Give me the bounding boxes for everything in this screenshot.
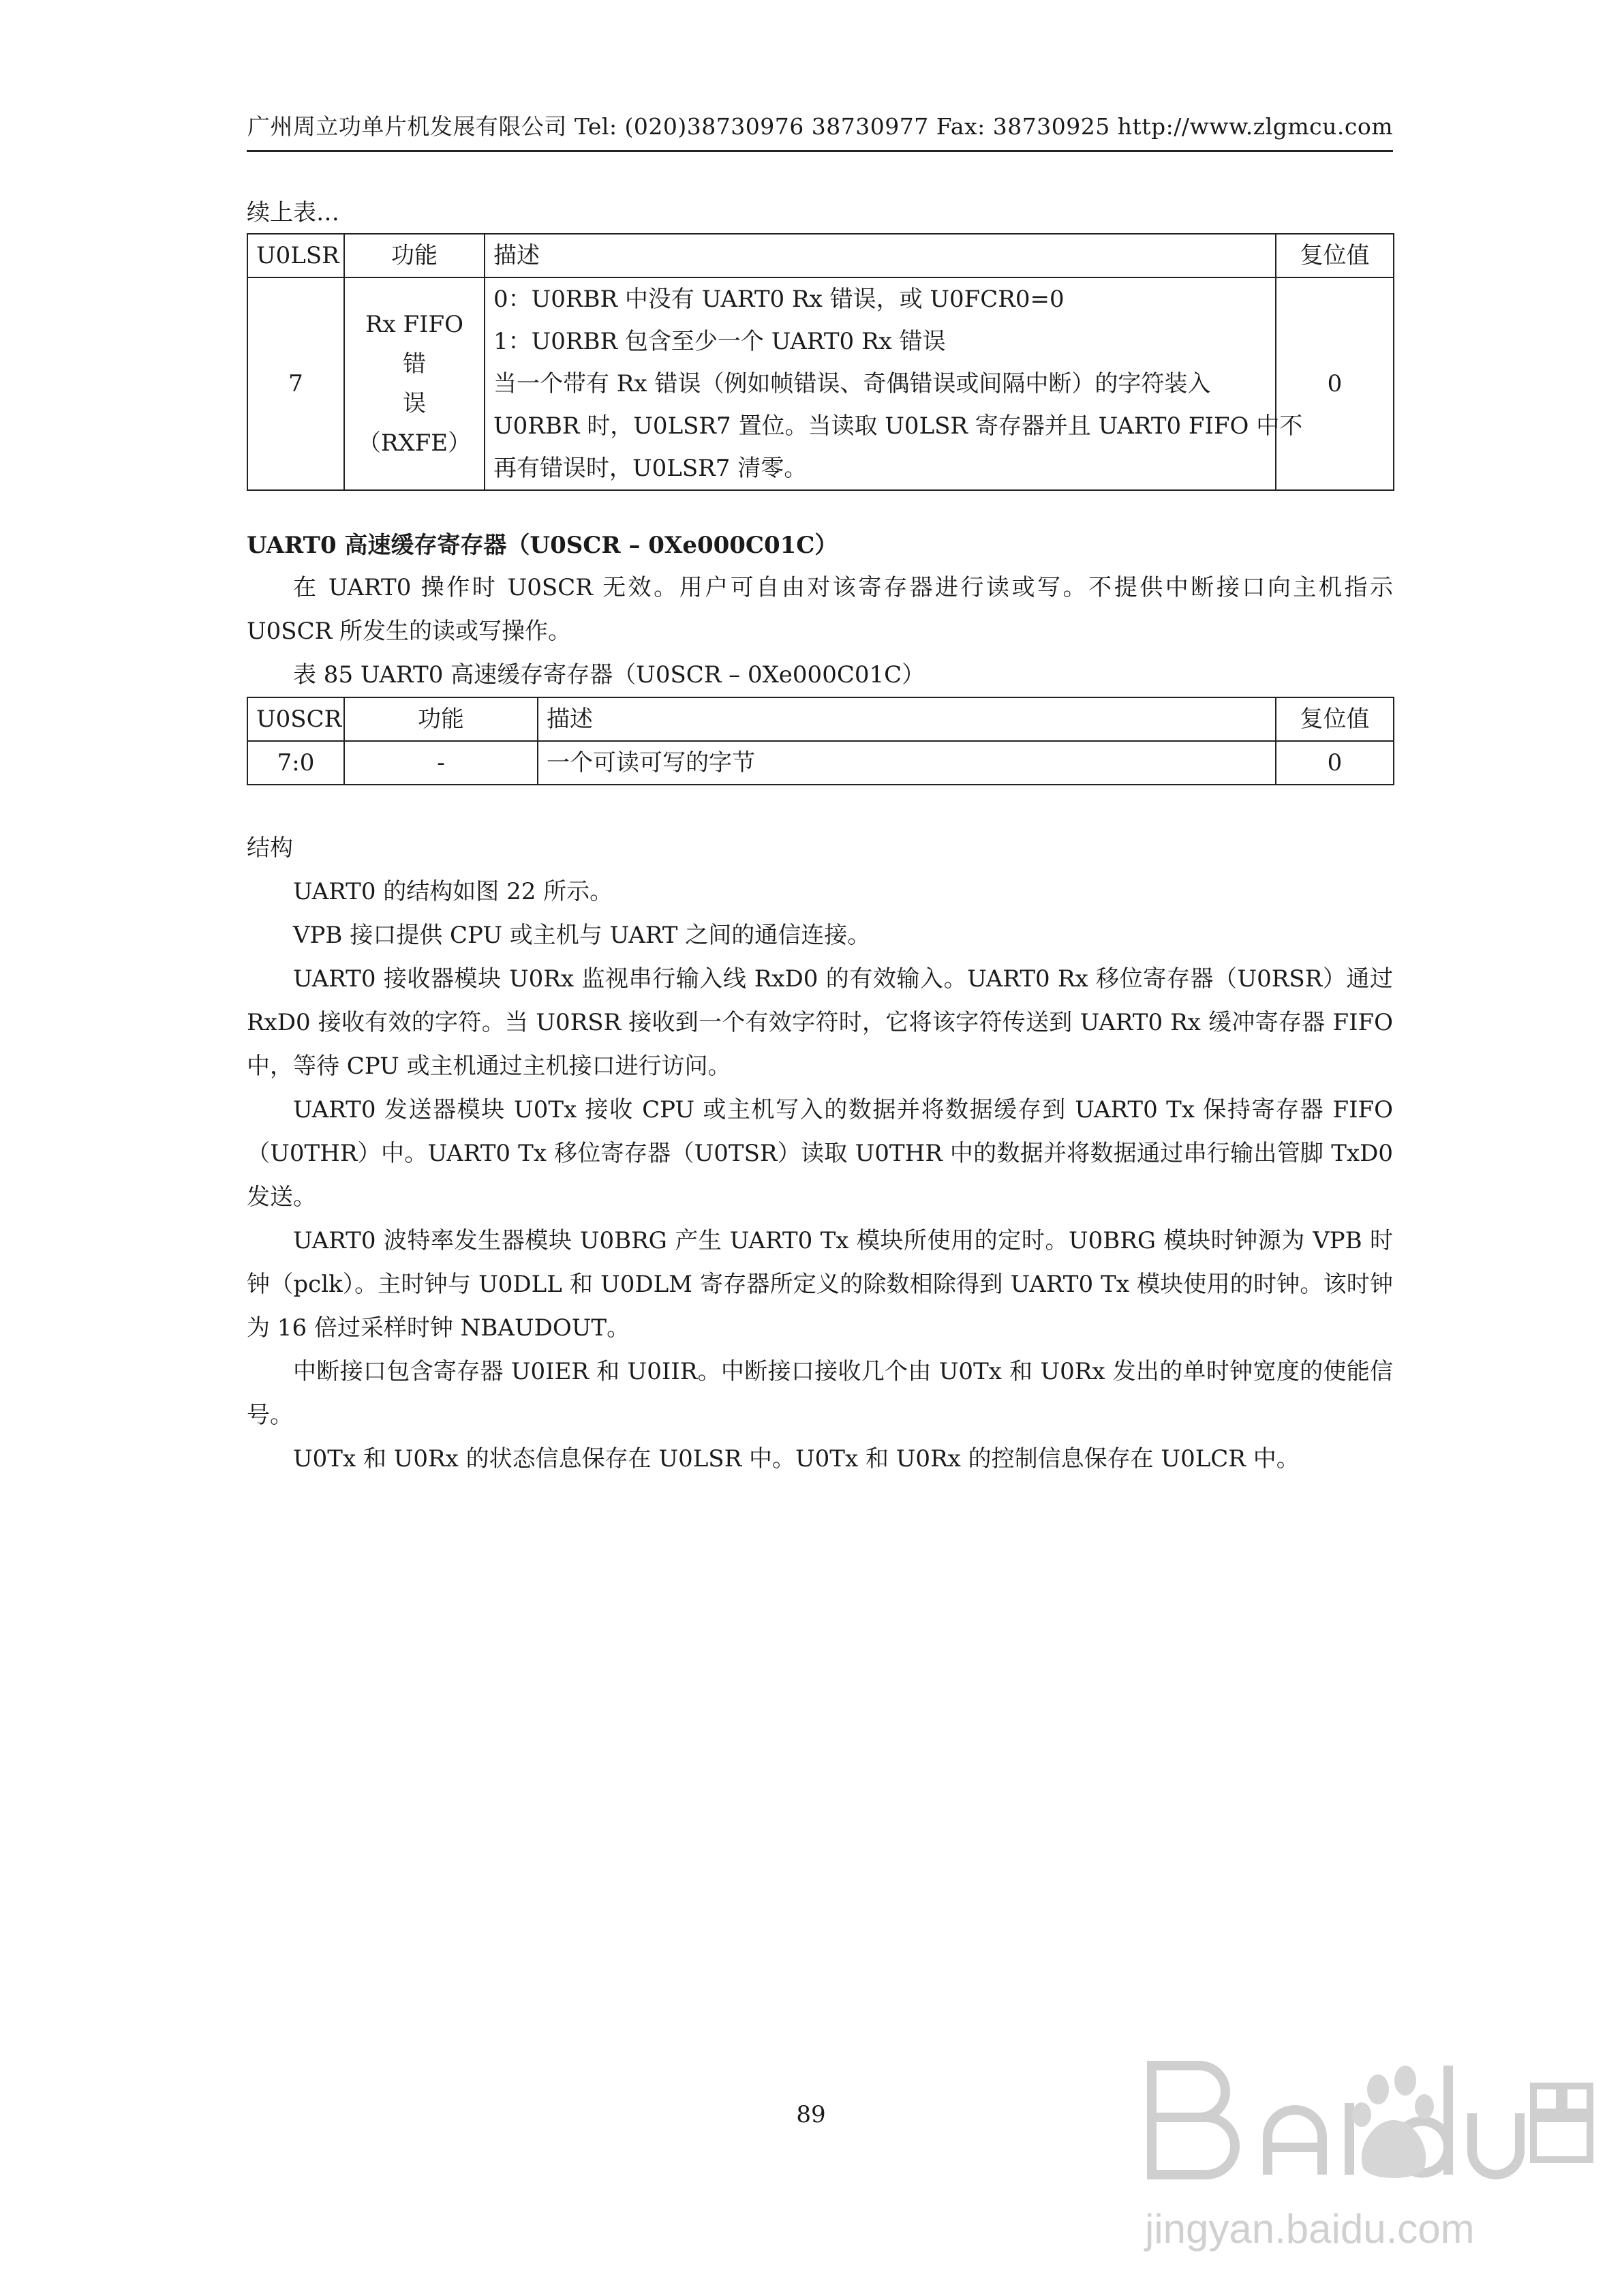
function-cell: - (344, 741, 538, 785)
svg-text:jingyan.baidu.com: jingyan.baidu.com (1145, 2206, 1475, 2252)
description-cell (485, 277, 1303, 490)
header-rule (247, 150, 1393, 152)
bit-cell: 7 (247, 277, 344, 490)
col-header-register: U0LSR (247, 234, 344, 277)
col-header-function: 功能 (344, 697, 538, 741)
function-line: Rx FIFO 错 (365, 311, 464, 378)
col-header-register: U0SCR (247, 697, 344, 741)
col-header-function: 功能 (344, 234, 485, 277)
u0scr-table (247, 697, 1394, 785)
table-header-row (247, 234, 1394, 277)
structure-paragraph: U0Tx 和 U0Rx 的状态信息保存在 U0LSR 中。U0Tx 和 U0Rx 的控制信息保存在 U0LCR 中。 (293, 1445, 1300, 1472)
table-row (247, 277, 1394, 490)
col-header-description: 描述 (538, 697, 1276, 741)
col-header-description: 描述 (485, 234, 1276, 277)
baidu-watermark-logo (1124, 2038, 1602, 2270)
table-row (247, 741, 1394, 785)
structure-paragraph: UART0 的结构如图 22 所示。 (293, 878, 613, 905)
structure-paragraph: UART0 发送器模块 U0Tx 接收 CPU 或主机写入的数据并将数据缓存到 UART0 Tx 保持寄存器 FIFO（U0THR）中。UART0 Tx 移位寄存器（U0TSR）读取 U0THR 中的数据并将数据通过串行输出管脚 TxD0 发送。 (247, 1096, 1393, 1211)
description-line: 1：U0RBR 包含至少一个 UART0 Rx 错误 (493, 328, 946, 355)
structure-paragraph: UART0 接收器模块 U0Rx 监视串行输入线 RxD0 的有效输入。UART0 Rx 移位寄存器（U0RSR）通过 RxD0 接收有效的字符。当 U0RSR 接收到一个有效字符时，它将该字符传送到 UART0 Rx 缓冲寄存器 FIFO 中，等待 CPU 或主机通过主机接口进行访问。 (247, 965, 1393, 1080)
structure-heading: 结构 (247, 834, 293, 862)
function-line: 误（RXFE） (357, 390, 472, 457)
col-header-reset: 复位值 (1276, 234, 1394, 277)
structure-paragraph: 中断接口包含寄存器 U0IER 和 U0IIR。中断接口接收几个由 U0Tx 和 U0Rx 发出的单时钟宽度的使能信号。 (247, 1358, 1393, 1429)
structure-paragraph: UART0 波特率发生器模块 U0BRG 产生 UART0 Tx 模块所使用的定时。U0BRG 模块时钟源为 VPB 时钟（pclk）。主时钟与 U0DLL 和 U0DLM 寄存器所定义的除数相除得到 UART0 Tx 模块使用的时钟。该时钟为 16 倍过采样时钟 NBAUDOUT。 (247, 1227, 1393, 1342)
page-number: 89 (796, 2101, 826, 2128)
bit-cell: 7:0 (247, 741, 344, 785)
description-line: 0：U0RBR 中没有 UART0 Rx 错误，或 U0FCR0=0 (493, 286, 1065, 313)
reset-cell: 0 (1276, 741, 1394, 785)
col-header-reset: 复位值 (1276, 697, 1394, 741)
structure-paragraph: VPB 接口提供 CPU 或主机与 UART 之间的通信连接。 (293, 922, 871, 949)
table-header-row (247, 697, 1394, 741)
page-body (247, 157, 1393, 1481)
description-line: 再有错误时，U0LSR7 清零。 (493, 455, 808, 482)
function-cell (344, 277, 485, 490)
description-cell: 一个可读可写的字节 (538, 741, 1276, 785)
page-header: 广州周立功单片机发展有限公司 Tel: (020)38730976 38730977 Fax: 38730925 http://www.zlgmcu.com (247, 113, 1393, 140)
description-line: U0RBR 时，U0LSR7 置位。当读取 U0LSR 寄存器并且 UART0 FIFO 中不 (493, 412, 1303, 440)
section-paragraph: 在 UART0 操作时 U0SCR 无效。用户可自由对该寄存器进行读或写。不提供中断接口向主机指示 U0SCR 所发生的读或写操作。 (247, 574, 1393, 645)
section-title: UART0 高速缓存寄存器（U0SCR – 0Xe000C01C） (247, 532, 838, 559)
u0lsr-table (247, 233, 1394, 491)
description-line: 当一个带有 Rx 错误（例如帧错误、奇偶错误或间隔中断）的字符装入 (493, 370, 1211, 397)
table-caption: 表 85 UART0 高速缓存寄存器（U0SCR – 0Xe000C01C） (293, 661, 925, 689)
reset-cell: 0 (1276, 277, 1394, 490)
continued-label: 续上表… (247, 199, 339, 226)
